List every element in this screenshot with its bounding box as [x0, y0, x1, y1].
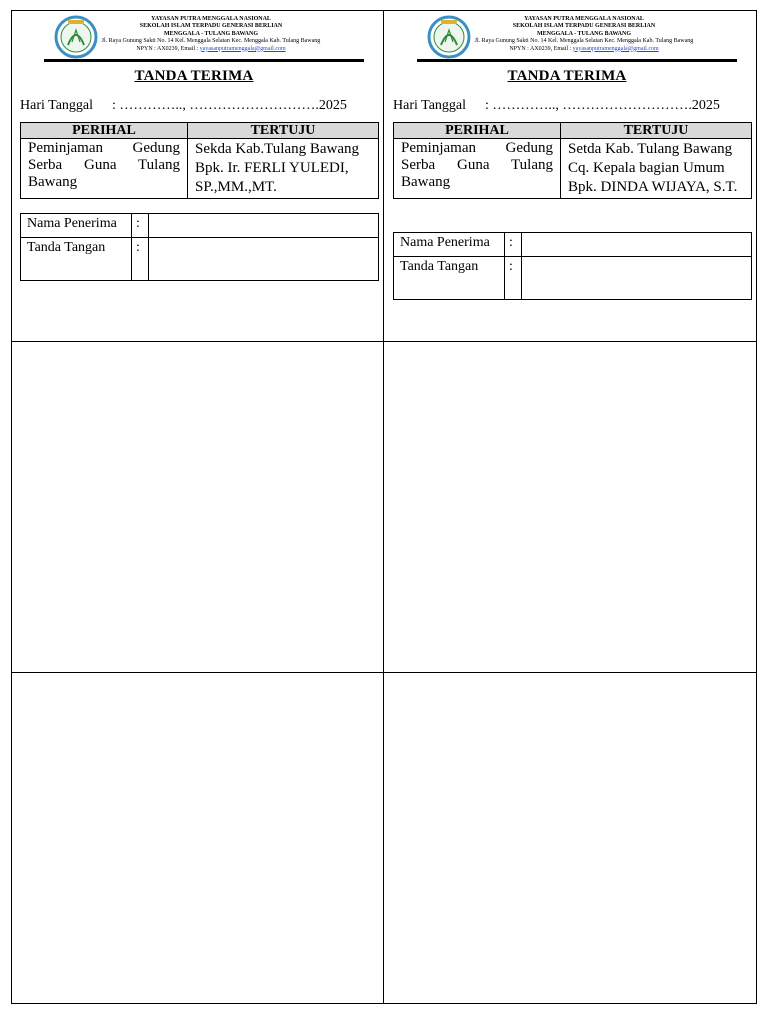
tertuju-header: TERTUJU	[188, 123, 379, 139]
receiver-table	[20, 213, 379, 281]
school-location: MENGGALA - TULANG BAWANG	[163, 30, 259, 37]
school-address: Jl. Raya Gunung Sakti No. 14 Kel. Menggala Selatan Kec. Menggala Kab. Tulang Bawang	[474, 38, 694, 45]
email-link[interactable]: yayasanputramenggala@gmail.com	[572, 45, 659, 52]
letterhead-text	[76, 16, 346, 53]
signature-field[interactable]	[149, 238, 379, 281]
date-label: Hari Tanggal	[393, 98, 467, 113]
signature-label: Tanda Tangan	[21, 238, 132, 281]
contact-prefix: NPYN : AX0239, Email :	[509, 45, 573, 52]
date-value: : ………….., ……………………….2025	[485, 98, 720, 113]
receipt-right	[387, 12, 747, 338]
signature-label: Tanda Tangan	[394, 257, 505, 300]
date-row	[20, 98, 370, 114]
contact-prefix: NPYN : AX0239, Email :	[136, 45, 200, 52]
perihal-table	[20, 122, 379, 199]
colon: :	[505, 257, 522, 300]
grid-horizontal-divider	[11, 341, 757, 342]
school-name: SEKOLAH ISLAM TERPADU GENERASI BERLIAN	[139, 23, 283, 30]
signature-field[interactable]	[522, 257, 752, 300]
email-link[interactable]: yayasanputramenggala@gmail.com	[199, 45, 286, 52]
receiver-name-label: Nama Penerima	[21, 214, 132, 238]
perihal-cell: Peminjaman Gedung Serba Guna Tulang Bawang	[394, 139, 561, 199]
letterhead-rule	[44, 59, 364, 62]
receiver-table	[393, 232, 752, 300]
perihal-header: PERIHAL	[21, 123, 188, 139]
school-address: Jl. Raya Gunung Sakti No. 14 Kel. Menggala Selatan Kec. Menggala Kab. Tulang Bawang	[101, 38, 321, 45]
date-value: : ………….., ……………………….2025	[112, 98, 347, 113]
foundation-name: YAYASAN PUTRA MENGGALA NASIONAL	[151, 16, 271, 22]
receiver-name-field[interactable]	[522, 233, 752, 257]
colon: :	[505, 233, 522, 257]
colon: :	[132, 214, 149, 238]
tertuju-cell: Sekda Kab.Tulang Bawang Bpk. Ir. FERLI YULEDI, SP.,MM.,MT.	[188, 139, 379, 199]
letterhead-rule	[417, 59, 737, 62]
school-name: SEKOLAH ISLAM TERPADU GENERASI BERLIAN	[512, 23, 656, 30]
school-location: MENGGALA - TULANG BAWANG	[536, 30, 632, 37]
perihal-table	[393, 122, 752, 199]
receipt-left	[14, 12, 374, 338]
grid-vertical-divider	[383, 10, 384, 1004]
receiver-name-field[interactable]	[149, 214, 379, 238]
school-contact	[449, 46, 719, 53]
perihal-header: PERIHAL	[394, 123, 561, 139]
tertuju-cell: Setda Kab. Tulang Bawang Cq. Kepala bagian Umum Bpk. DINDA WIJAYA, S.T.	[561, 139, 752, 199]
letterhead	[14, 12, 374, 60]
date-row	[393, 98, 743, 114]
tertuju-header: TERTUJU	[561, 123, 752, 139]
receipt-title: TANDA TERIMA	[507, 68, 627, 84]
perihal-cell: Peminjaman Gedung Serba Guna Tulang Bawang	[21, 139, 188, 199]
foundation-name: YAYASAN PUTRA MENGGALA NASIONAL	[524, 16, 644, 22]
date-label: Hari Tanggal	[20, 98, 94, 113]
letterhead	[387, 12, 747, 60]
colon: :	[132, 238, 149, 281]
school-contact	[76, 46, 346, 53]
receipt-title: TANDA TERIMA	[134, 68, 254, 84]
receiver-name-label: Nama Penerima	[394, 233, 505, 257]
letterhead-text	[449, 16, 719, 53]
grid-horizontal-divider	[11, 672, 757, 673]
